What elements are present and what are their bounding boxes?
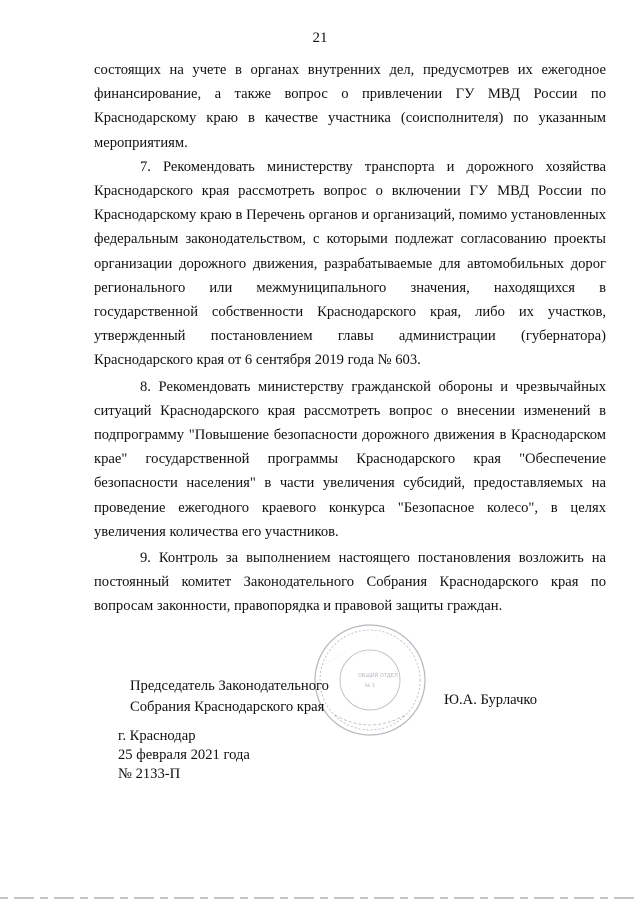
paragraph-continuation: состоящих на учете в органах внутренних дел, предусмотрев их ежегодное финансирование, а также вопрос о привлечении ГУ МВД России по Краснодарскому краю в качестве участника (соисполнителя) по указанным мероприятиям. — [94, 62, 606, 151]
signatory-name: Ю.А. Бурлачко — [444, 692, 538, 708]
footer-dashed-line — [0, 896, 640, 900]
svg-text:· · · · · · · · · · ·: · · · · · · · · · · · — [315, 649, 348, 672]
document-body — [94, 58, 606, 619]
signatory-title-line1: Председатель Законодательного — [130, 678, 329, 694]
stamp-text-2: № 1 — [365, 683, 375, 689]
page-number: 21 — [312, 30, 328, 46]
document-date: 25 февраля 2021 года — [118, 747, 250, 763]
paragraph-8: 8. Рекомендовать министерству гражданской обороны и чрезвычайных ситуаций Краснодарского края рассмотреть вопрос о внесении изменений в подпрограмму "Повышение безопасности дорожного движения в Краснодарском крае" государственной программы Краснодарского края "Обеспечение безопасности населения" в части увеличения субсидий, предоставляемых на проведение ежегодного краевого конкурса "Безопасное колесо", в целях увеличения количества его участников. — [94, 378, 606, 540]
stamp-text-1: ОБЩИЙ ОТДЕЛ — [358, 673, 398, 679]
document-number: № 2133-П — [118, 766, 181, 782]
city: г. Краснодар — [118, 728, 196, 744]
paragraph-9: 9. Контроль за выполнением настоящего постановления возложить на постоянный комитет Законодательного Собрания Краснодарского края по вопросам законности, правопорядка и правовой защиты граждан. — [94, 550, 606, 615]
document-meta — [118, 727, 250, 784]
signatory-title-line2: Собрания Краснодарского края — [130, 699, 325, 715]
paragraph-7: 7. Рекомендовать министерству транспорта и дорожного хозяйства Краснодарского края рассмотреть вопрос о включении ГУ МВД России по Краснодарскому краю в Перечень органов и организаций, помимо установленных федеральным законодательством, с которыми подлежат согласованию проекты организации дорожного движения, разрабатываемые для автомобильных дорог регионального или межмуниципального значения, находящихся в государственной собственности Краснодарского края, либо их участков, утвержденный постановлением главы администрации (губернатора) Краснодарского края от 6 сентября 2019 года № 603. — [94, 158, 606, 369]
